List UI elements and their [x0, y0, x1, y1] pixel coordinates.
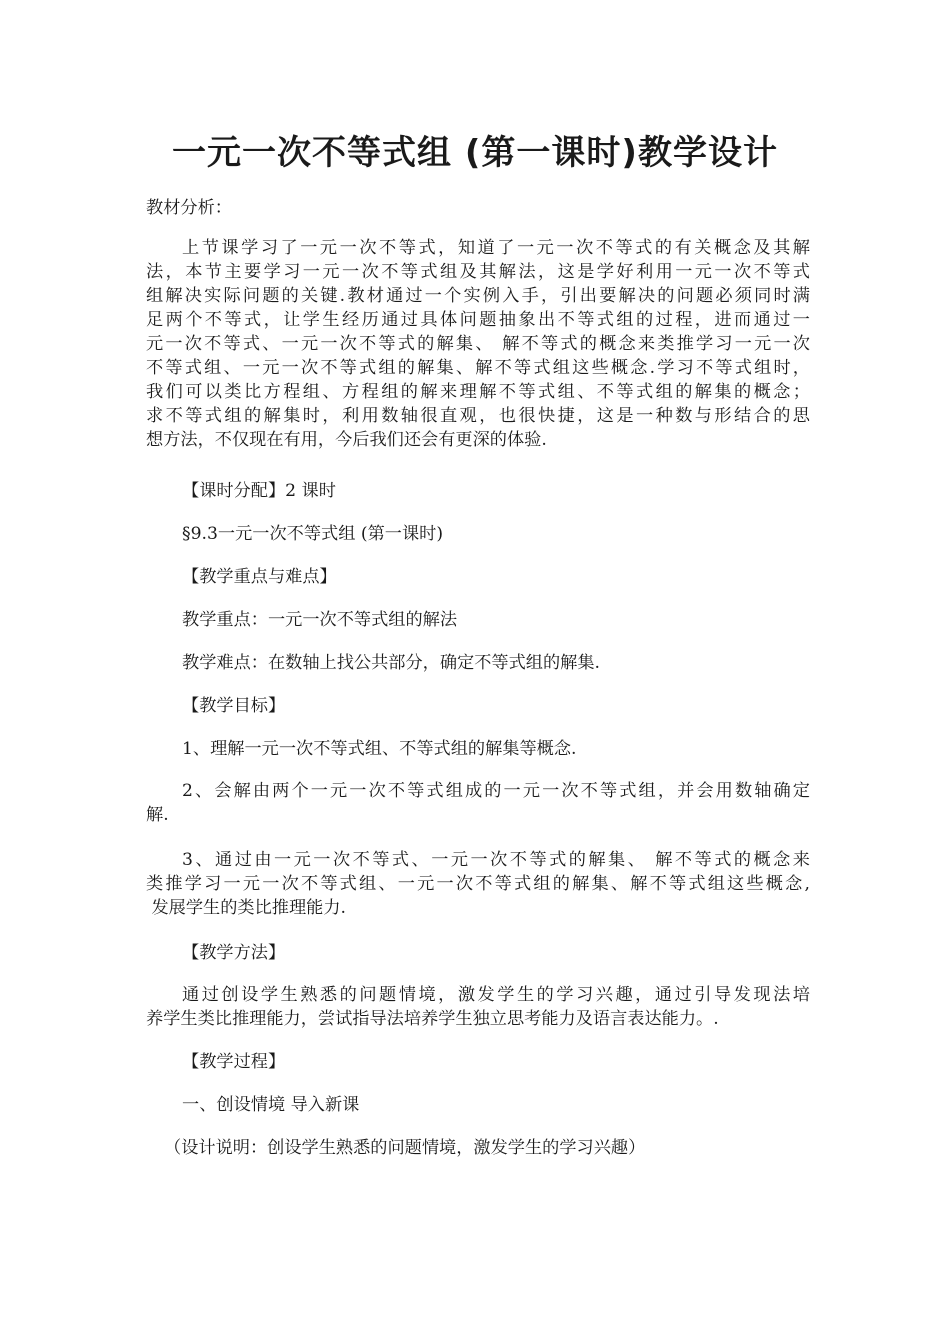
analysis-line: 元一次不等式、一元一次不等式的解集、 解不等式的概念来类推学习一元一次 — [146, 334, 810, 354]
goals-heading: 【教学目标】 — [182, 696, 286, 716]
process-heading: 【教学过程】 — [182, 1052, 286, 1072]
key-point: 教学重点：一元一次不等式组的解法 — [182, 610, 458, 630]
goal-1: 1、理解一元一次不等式组、不等式组的解集等概念. — [182, 739, 577, 759]
analysis-paragraph — [146, 236, 810, 452]
difficulty: 教学难点：在数轴上找公共部分，确定不等式组的解集. — [182, 653, 600, 673]
process-step-1: 一、创设情境 导入新课 — [182, 1095, 360, 1115]
analysis-line: 上节课学习了一元一次不等式，知道了一元一次不等式的有关概念及其解 — [182, 238, 810, 258]
analysis-line: 足两个不等式，让学生经历通过具体问题抽象出不等式组的过程，进而通过一 — [146, 310, 810, 330]
goal-3-line: 类推学习一元一次不等式组、一元一次不等式组的解集、解不等式组这些概念, — [146, 874, 810, 894]
process-step-1-note: （设计说明：创设学生熟悉的问题情境，激发学生的学习兴趣） — [164, 1138, 646, 1158]
goal-3-line: 发展学生的类比推理能力. — [146, 898, 346, 918]
method-paragraph — [146, 983, 810, 1031]
method-line: 通过创设学生熟悉的问题情境，激发学生的学习兴趣，通过引导发现法培 — [182, 985, 810, 1005]
goal-3-line: 3、通过由一元一次不等式、一元一次不等式的解集、 解不等式的概念来 — [182, 850, 810, 870]
method-line: 养学生类比推理能力，尝试指导法培养学生独立思考能力及语言表达能力。. — [146, 1009, 719, 1029]
goal-2 — [146, 779, 810, 827]
document-title: 一元一次不等式组 (第一课时)教学设计 — [172, 133, 778, 173]
goal-2-line: 解. — [146, 805, 169, 825]
analysis-line: 组解决实际问题的关键.教材通过一个实例入手，引出要解决的问题必须同时满 — [146, 286, 810, 306]
goal-2-line: 2、会解由两个一元一次不等式组成的一元一次不等式组，并会用数轴确定 — [182, 781, 810, 801]
class-hours: 【课时分配】2 课时 — [182, 481, 336, 501]
analysis-line: 我们可以类比方程组、方程组的解来理解不等式组、不等式组的解集的概念； — [146, 382, 810, 402]
goal-3 — [146, 848, 810, 920]
analysis-line: 法，本节主要学习一元一次不等式组及其解法，这是学好利用一元一次不等式 — [146, 262, 810, 282]
key-points-heading: 【教学重点与难点】 — [182, 567, 337, 587]
section-heading: §9.3一元一次不等式组 (第一课时) — [182, 524, 444, 544]
analysis-line: 不等式组、一元一次不等式组的解集、解不等式组这些概念.学习不等式组时， — [146, 358, 810, 378]
method-heading: 【教学方法】 — [182, 943, 286, 963]
analysis-heading: 教材分析： — [146, 198, 232, 218]
analysis-line: 求不等式组的解集时，利用数轴很直观，也很快捷，这是一种数与形结合的思 — [146, 406, 810, 426]
analysis-line: 想方法，不仅现在有用，今后我们还会有更深的体验. — [146, 430, 547, 450]
